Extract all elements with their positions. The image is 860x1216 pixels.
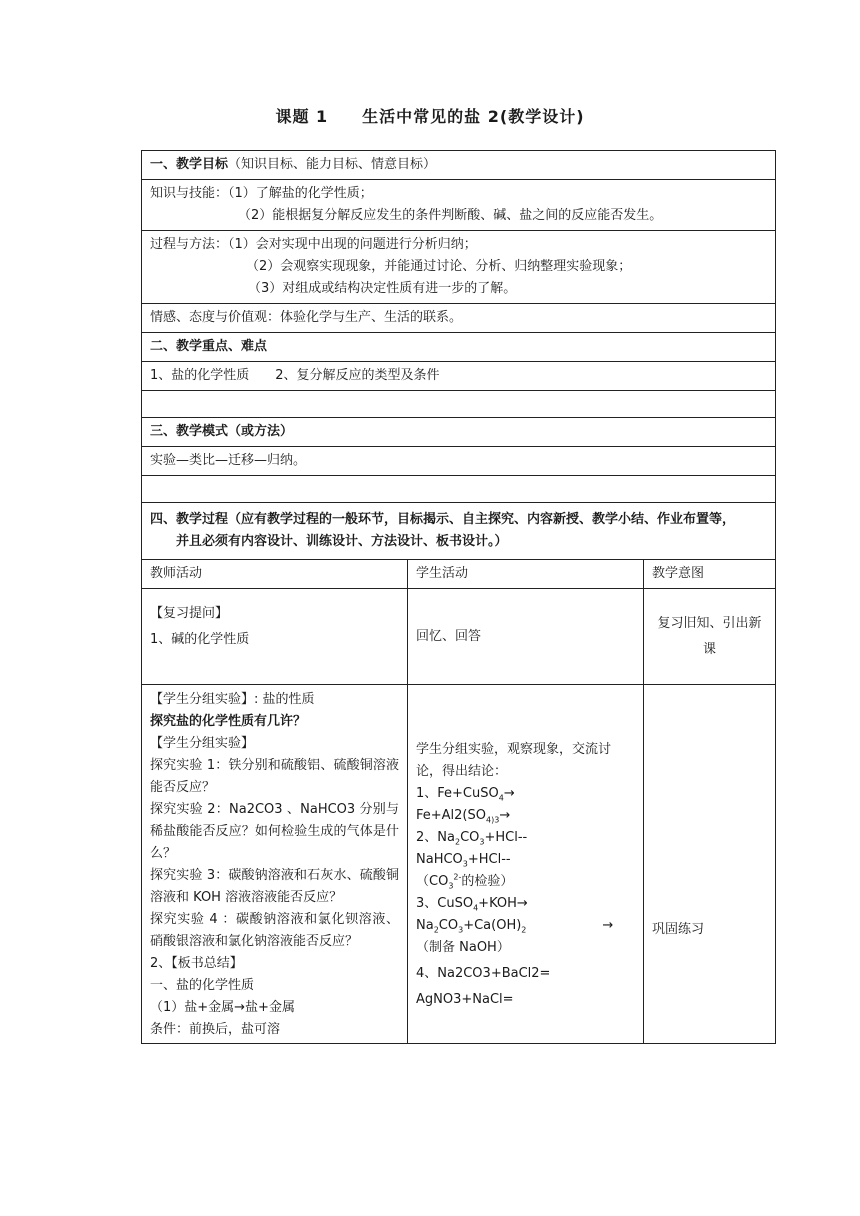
section2-content: 1、盐的化学性质 2、复分解反应的类型及条件: [142, 362, 776, 391]
section2-content-row: [142, 362, 776, 391]
equation-1b: $Fe+Al2(SO_{4)3}\to$: [416, 808, 511, 825]
section3-heading: 三、教学模式（或方法）: [142, 418, 776, 447]
section4-heading-line-1: 四、教学过程（应有教学过程的一般环节，目标揭示、自主探究、内容新授、教学小结、作业布置等，: [150, 512, 736, 527]
experiment-4: 探究实验 4 ：碳酸钠溶液和氯化钡溶液、硝酸银溶液和氯化钠溶液能否反应？: [150, 912, 399, 949]
lesson-plan-table: [141, 150, 776, 1044]
summary-heading: 一、盐的化学性质: [150, 978, 255, 993]
emotion-text: 情感、态度与价值观：体验化学与生产、生活的联系。: [142, 304, 776, 333]
knowledge-line-1: 知识与技能：（1）了解盐的化学性质；: [150, 186, 373, 201]
process-line-3: （3）对组成或结构决定性质有进一步的了解。: [248, 281, 517, 296]
blank-row-2: [142, 476, 776, 503]
blank-row-1: [142, 391, 776, 418]
experiment-intent: 巩固练习: [644, 685, 776, 1044]
review-student-activity: 回忆、回答: [408, 589, 644, 685]
section3-content-row: [142, 447, 776, 476]
experiment-1: 探究实验 1：铁分别和硫酸铝、硫酸铜溶液能否反应？: [150, 758, 399, 795]
equation-2b: NaHCO$_3$+HCl--: [416, 852, 511, 869]
equation-4b: AgNO3+NaCl=: [416, 992, 514, 1007]
section1-title: 一、教学目标: [150, 157, 229, 172]
experiment-row: [142, 685, 776, 1044]
section2-heading-row: [142, 333, 776, 362]
equation-3b: $Na_2CO_3+Ca(OH)_2$ →: [416, 918, 614, 935]
section1-note: （知识目标、能力目标、情意目标）: [228, 157, 437, 172]
document-title: 课题 1 生活中常见的盐 2(教学设计): [275, 107, 585, 126]
knowledge-line-2: （2）能根据复分解反应发生的条件判断酸、碱、盐之间的反应能否发生。: [238, 208, 663, 223]
review-tag: 【复习提问】: [150, 606, 229, 621]
column-header-teacher: 教师活动: [142, 560, 408, 589]
experiment-question: 探究盐的化学性质有几许？: [150, 714, 307, 729]
review-row: [142, 589, 776, 685]
experiment-2: 探究实验 2：Na2CO3 、NaHCO3 分别与稀盐酸能否反应？如何检验生成的气体是什么？: [150, 802, 399, 861]
experiment-tag: 【学生分组实验】: 盐的性质: [150, 692, 315, 707]
summary-rule-1: （1）盐+金属→盐+金属: [150, 1000, 295, 1015]
column-header-intent: 教学意图: [644, 560, 776, 589]
section2-heading: 二、教学重点、难点: [142, 333, 776, 362]
process-line-1: 过程与方法：（1）会对实现中出现的问题进行分析归纳；: [150, 237, 477, 252]
process-line-2: （2）会观察实现现象，并能通过讨论、分析、归纳整理实验现象；: [246, 259, 632, 274]
student-intro: 学生分组实验，观察现象，交流讨论，得出结论：: [416, 742, 612, 779]
experiment-tag-2: 【学生分组实验】: [150, 736, 255, 751]
section3-heading-row: [142, 418, 776, 447]
equation-4a: 4、Na2CO3+BaCl2=: [416, 966, 551, 981]
summary-condition-1: 条件：前换后，盐可溶: [150, 1022, 281, 1037]
process-row: [142, 231, 776, 304]
column-header-row: [142, 560, 776, 589]
column-header-student: 学生活动: [408, 560, 644, 589]
review-intent: 复习旧知、引出新课: [644, 589, 776, 685]
emotion-row: [142, 304, 776, 333]
equation-3a: 3、CuSO$_4$+KOH→: [416, 896, 528, 913]
equation-3c: （制备 NaOH）: [416, 940, 510, 955]
experiment-3: 探究实验 3：碳酸钠溶液和石灰水、硫酸铜溶液和 KOH 溶液溶液能否反应？: [150, 868, 399, 905]
section1-heading: [142, 151, 776, 180]
section4-heading-line-2: 并且必须有内容设计、训练设计、方法设计、板书设计。）: [176, 534, 508, 549]
equation-2a: 2、$Na_2CO_3+HCl--$: [416, 830, 528, 847]
review-question: 1、碱的化学性质: [150, 632, 250, 647]
equation-1a: 1、Fe+CuSO$_4$→: [416, 786, 515, 803]
summary-tag: 2、【板书总结】: [150, 956, 243, 971]
section1-heading-row: [142, 151, 776, 180]
section3-content: 实验—类比—迁移—归纳。: [142, 447, 776, 476]
knowledge-row: [142, 180, 776, 231]
section4-heading-row: [142, 503, 776, 560]
equation-2c: （$CO_3^{2-}$的检验）: [416, 872, 514, 891]
